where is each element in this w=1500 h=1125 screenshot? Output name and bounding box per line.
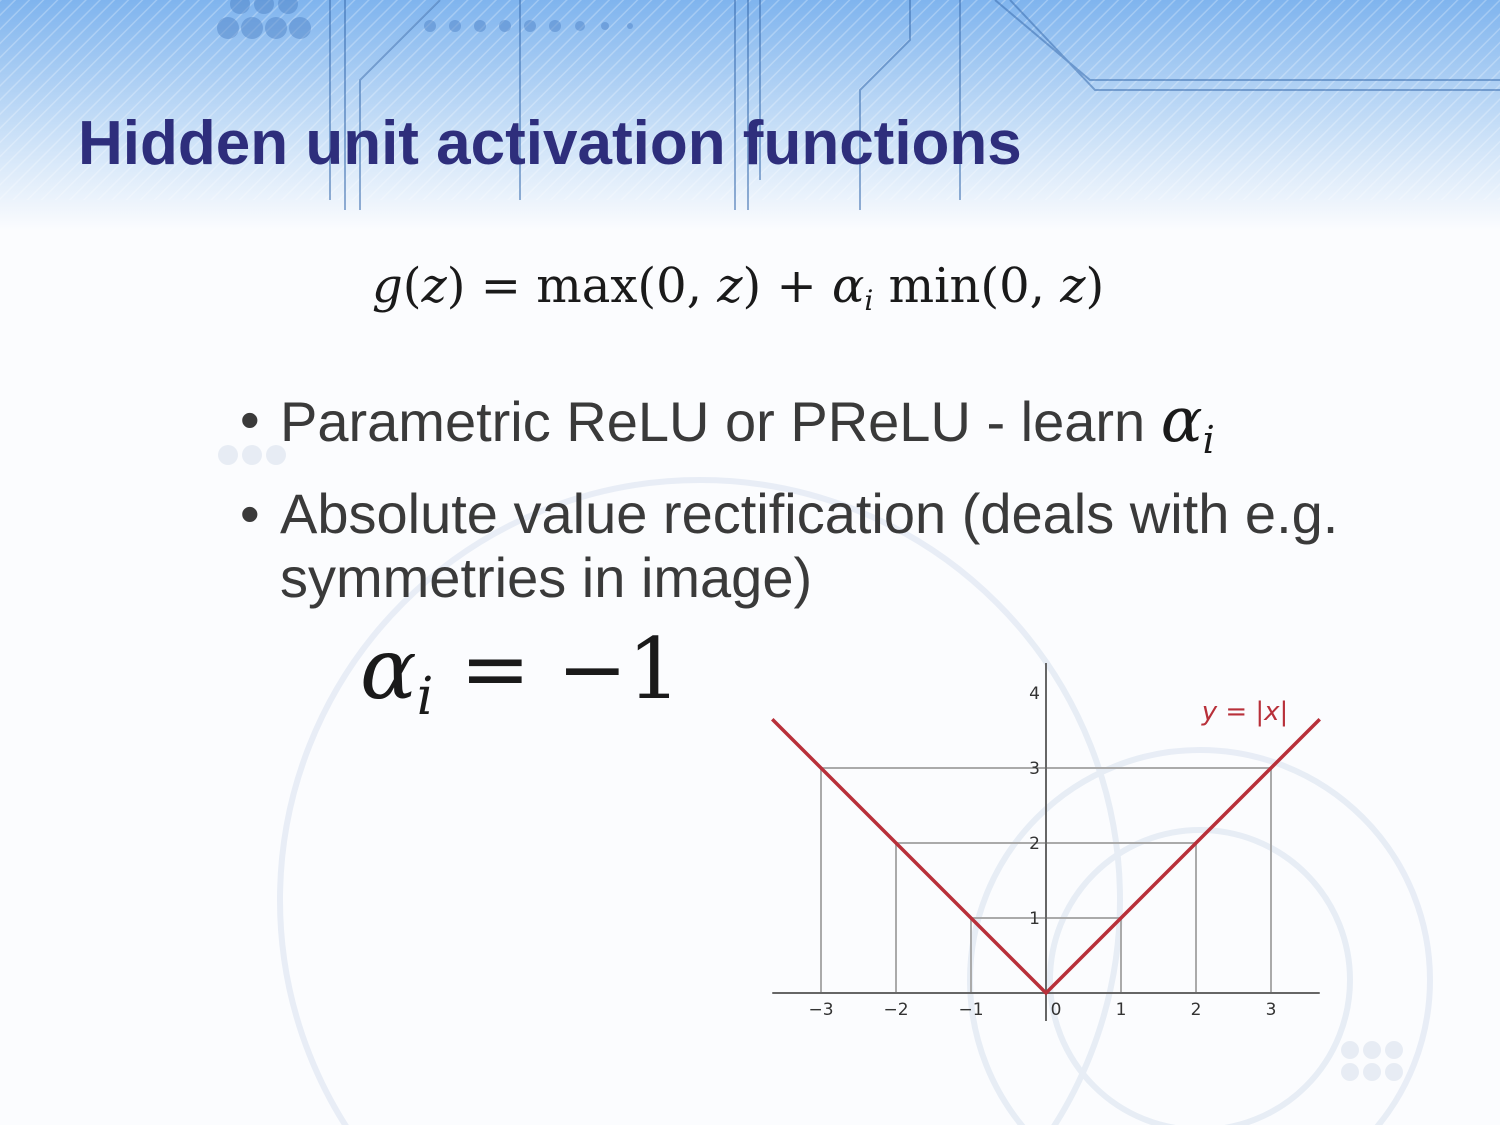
eq-min-part: min(0, <box>873 258 1061 314</box>
eq-symbol-z: z <box>717 258 743 314</box>
alpha-letter: α <box>1160 383 1203 456</box>
x-tick-label: 1 <box>1115 1000 1127 1020</box>
eq-symbol-z: z <box>1060 258 1086 314</box>
y-tick-label: 3 <box>1029 759 1040 779</box>
alpha-subscript: i <box>416 667 434 727</box>
eq-symbol-alpha: α <box>831 258 865 314</box>
slide-title: Hidden unit activation functions <box>78 109 1022 178</box>
eq-max-part: ) = max(0, <box>446 258 718 314</box>
bullet-dot: • <box>240 482 260 545</box>
bullet-text: Absolute value rectification (deals with e.g. symmetries in image) <box>280 482 1339 609</box>
eq-subscript-i: i <box>864 284 874 317</box>
y-tick-label: 1 <box>1029 909 1040 929</box>
y-tick-label: 2 <box>1029 834 1040 854</box>
x-tick-label: 2 <box>1190 1000 1202 1020</box>
x-tick-label: −1 <box>958 1000 984 1020</box>
x-tick-label: −2 <box>883 1000 909 1020</box>
eq-symbol-z: z <box>421 258 447 314</box>
eq-plus-part: ) + <box>742 258 832 314</box>
alpha-value: = −1 <box>433 620 681 718</box>
eq-symbol-g: g <box>372 258 403 314</box>
y-tick-label: 4 <box>1029 684 1040 704</box>
eq-paren-open: ( <box>402 258 422 314</box>
curve-label: y = |x| <box>1201 697 1289 727</box>
x-tick-label: −3 <box>808 1000 834 1020</box>
x-tick-label: 0 <box>1050 1000 1062 1020</box>
alpha-letter: α <box>360 620 417 718</box>
bullet-text: Parametric ReLU or PReLU - learn <box>280 390 1161 453</box>
eq-paren-close: ) <box>1085 258 1105 314</box>
bullet-dot: • <box>240 388 260 451</box>
alpha-subscript: i <box>1202 418 1215 462</box>
x-tick-label: 3 <box>1265 1000 1277 1020</box>
